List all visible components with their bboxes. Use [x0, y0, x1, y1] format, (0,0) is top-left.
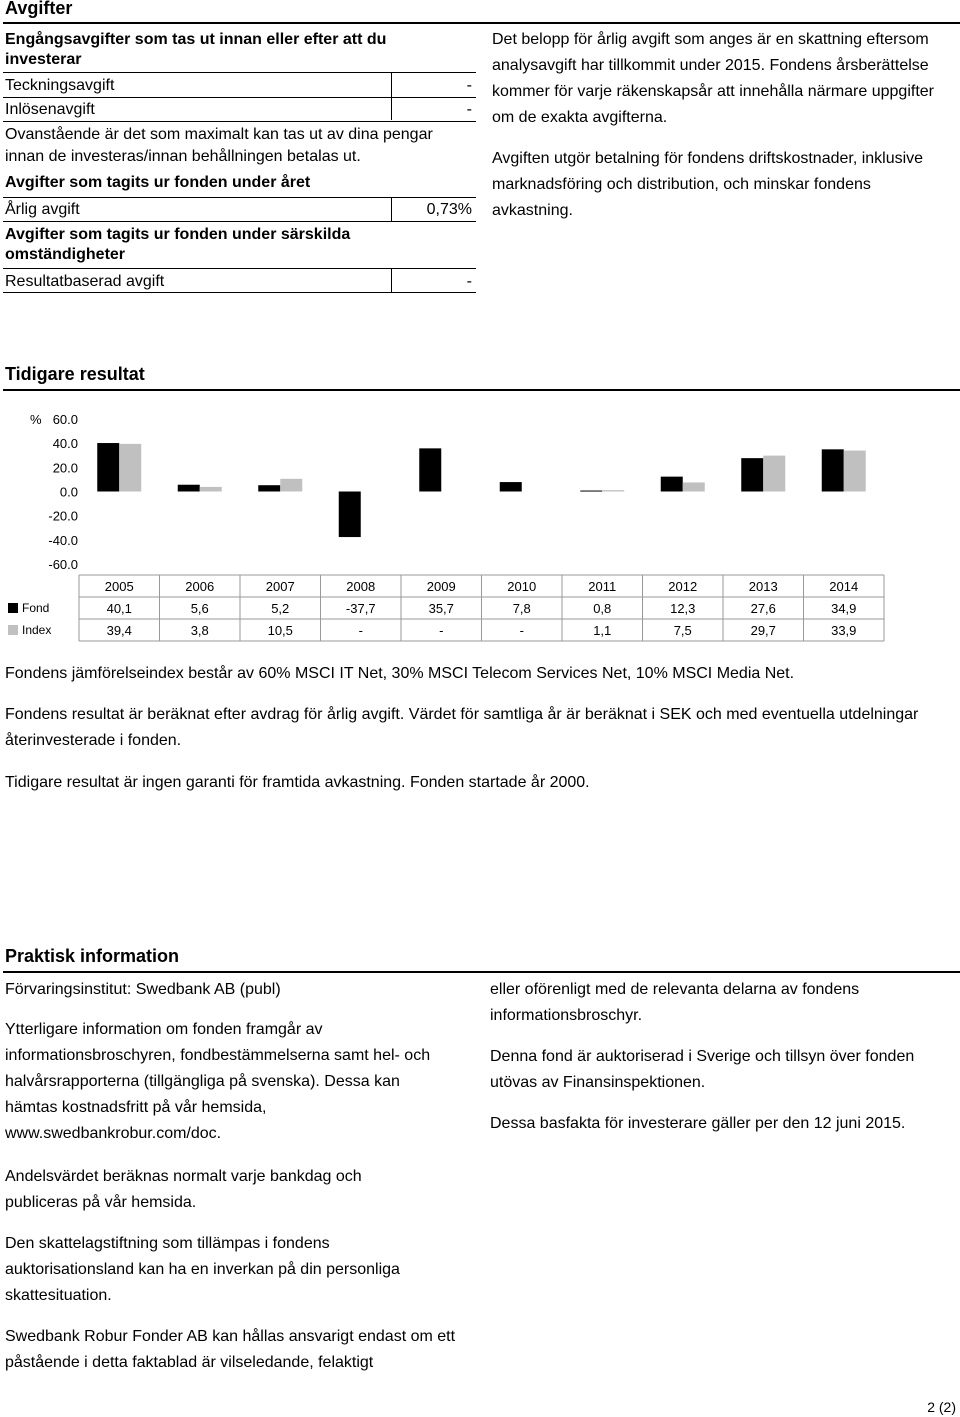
table-fond-value: 27,6 — [750, 601, 776, 616]
performance-chart — [0, 405, 960, 645]
special-heading: Avgifter som tagits ur fonden under särskilda omständigheter — [5, 226, 351, 263]
bar-fond-2005 — [97, 443, 119, 491]
fee-row-line — [3, 72, 476, 73]
fee-row-line — [3, 268, 476, 269]
legend-swatch-index — [8, 625, 18, 635]
fee-row-line — [3, 121, 476, 122]
max-note: Ovanstående är det som maximalt kan tas ut av dina pengar innan de investeras/innan behållningen betalas ut. — [5, 126, 433, 165]
table-index-value: 33,9 — [831, 623, 857, 638]
table-year-2008: 2008 — [346, 579, 376, 594]
bar-index-2005 — [119, 444, 141, 492]
practical-title: Praktisk information — [5, 946, 180, 966]
table-year-2006: 2006 — [185, 579, 215, 594]
legend-label-index: Index — [22, 623, 52, 637]
bar-fond-2009 — [419, 448, 441, 491]
table-index-value: - — [358, 623, 363, 638]
practical-title-rule — [3, 971, 960, 973]
bar-fond-2006 — [178, 485, 200, 492]
table-year-2014: 2014 — [829, 579, 859, 594]
page-number: 2 (2) — [927, 1399, 956, 1415]
y-tick-label: 0.0 — [59, 484, 78, 500]
bar-fond-2011 — [580, 491, 602, 492]
table-fond-value: 35,7 — [428, 601, 454, 616]
fee-col-line — [391, 72, 392, 120]
bar-index-2014 — [844, 451, 866, 492]
y-tick-label: -60.0 — [48, 557, 78, 572]
subscription-value: - — [466, 77, 472, 94]
bar-fond-2012 — [661, 477, 683, 492]
table-year-2009: 2009 — [426, 579, 456, 594]
subscription-label: Teckningsavgift — [5, 77, 115, 94]
table-year-2011: 2011 — [588, 579, 617, 594]
table-index-value: 3,8 — [190, 623, 209, 638]
authorised-text: Denna fond är auktoriserad i Sverige och tillsyn över fonden utövas av Finansinspektionen. — [490, 1048, 915, 1091]
y-tick-label: -40.0 — [48, 532, 78, 548]
annual-label: Årlig avgift — [5, 201, 80, 218]
table-fond-value: -37,7 — [345, 601, 376, 616]
fees-right-para1: Det belopp för årlig avgift som anges är en skattning eftersom analysavgift har tillkommit under 2015. Fondens årsberättelse kommer för varje räkenskapsår att innehålla närmare uppgifter om de exakta avgifterna. — [492, 31, 934, 126]
table-fond-value: 12,3 — [670, 601, 696, 616]
more-info-text: Ytterligare information om fonden framgår av informationsbroschyren, fondbestämmelserna samt hel- och halvårsrapporterna (tillgängliga på svenska). Dessa kan hämtas kostnadsfritt på vår hemsida, www.swedbankrobur.com/doc. — [5, 1021, 431, 1142]
history-para3: Tidigare resultat är ingen garanti för framtida avkastning. Fonden startade år 2000. — [5, 774, 590, 791]
table-index-value: 1,1 — [593, 623, 612, 638]
fee-row-line — [3, 197, 476, 198]
bar-fond-2008 — [339, 492, 361, 538]
bar-index-2006 — [200, 487, 222, 492]
table-index-value: 29,7 — [750, 623, 776, 638]
fee-row-line — [3, 97, 476, 98]
legend-label-fond: Fond — [22, 601, 50, 615]
performance-label: Resultatbaserad avgift — [5, 273, 165, 290]
fee-col-line — [391, 268, 392, 292]
fees-right-para2: Avgiften utgör betalning för fondens driftskostnader, inklusive marknadsföring och distribution, och minskar fondens avkastning. — [492, 150, 924, 219]
fees-title: Avgifter — [5, 0, 73, 18]
bar-fond-2010 — [500, 482, 522, 491]
annual-value: 0,73% — [426, 201, 472, 218]
table-fond-value: 0,8 — [593, 601, 612, 616]
fee-row-line — [3, 292, 476, 293]
bar-index-2007 — [280, 479, 302, 492]
fee-col-line — [391, 197, 392, 221]
table-index-value: 39,4 — [106, 623, 132, 638]
bar-fond-2013 — [741, 458, 763, 491]
table-index-value: 10,5 — [267, 623, 293, 638]
bar-index-2012 — [683, 482, 705, 491]
bar-fond-2014 — [822, 449, 844, 491]
redemption-value: - — [466, 101, 472, 118]
oneoff-heading: Engångsavgifter som tas ut innan eller efter att du investerar — [5, 31, 387, 68]
liability-left-text: Swedbank Robur Fonder AB kan hållas ansvarigt endast om ett påstående i detta faktablad är vilseledande, felaktigt — [5, 1328, 456, 1371]
history-para2: Fondens resultat är beräknat efter avdrag för årlig avgift. Värdet för samtliga år är beräknat i SEK och med eventuella utdelningar återinvesterade i fonden. — [5, 706, 919, 749]
table-index-value: - — [439, 623, 444, 638]
redemption-label: Inlösenavgift — [5, 101, 95, 118]
table-year-2013: 2013 — [748, 579, 778, 594]
table-fond-value: 5,6 — [190, 601, 209, 616]
table-year-2012: 2012 — [668, 579, 698, 594]
fee-row-line — [3, 221, 476, 222]
table-fond-value: 5,2 — [271, 601, 290, 616]
fees-title-rule — [3, 22, 960, 24]
legend-swatch-fond — [8, 603, 18, 613]
y-tick-label: 20.0 — [52, 460, 78, 476]
custodian-text: Förvaringsinstitut: Swedbank AB (publ) — [5, 981, 281, 998]
history-para1: Fondens jämförelseindex består av 60% MSCI IT Net, 30% MSCI Telecom Services Net, 10% MSCI Media Net. — [5, 665, 795, 682]
valid-text: Dessa basfakta för investerare gäller per den 12 juni 2015. — [490, 1115, 906, 1132]
y-axis-unit: % — [30, 412, 42, 427]
y-tick-label: -20.0 — [48, 508, 78, 524]
table-index-value: - — [519, 623, 524, 638]
history-title: Tidigare resultat — [5, 364, 145, 384]
table-index-value: 7,5 — [673, 623, 692, 638]
bar-index-2011 — [602, 490, 624, 491]
y-tick-label: 60.0 — [52, 412, 78, 427]
yearly-heading: Avgifter som tagits ur fonden under året — [5, 174, 311, 191]
table-fond-value: 40,1 — [106, 601, 132, 616]
table-fond-value: 34,9 — [831, 601, 857, 616]
nav-text: Andelsvärdet beräknas normalt varje bankdag och publiceras på vår hemsida. — [5, 1168, 362, 1211]
table-year-2007: 2007 — [265, 579, 295, 594]
table-fond-value: 7,8 — [512, 601, 531, 616]
y-tick-label: 40.0 — [52, 436, 78, 452]
table-year-2005: 2005 — [104, 579, 134, 594]
history-title-rule — [3, 389, 960, 391]
performance-value: - — [466, 273, 472, 290]
bar-index-2013 — [763, 456, 785, 492]
tax-text: Den skattelagstiftning som tillämpas i fondens auktorisationsland kan ha en inverkan på din personliga skattesituation. — [5, 1235, 400, 1304]
bar-fond-2007 — [258, 485, 280, 491]
liability-right-text: eller oförenligt med de relevanta delarna av fondens informationsbroschyr. — [490, 981, 860, 1024]
table-year-2010: 2010 — [507, 579, 537, 594]
